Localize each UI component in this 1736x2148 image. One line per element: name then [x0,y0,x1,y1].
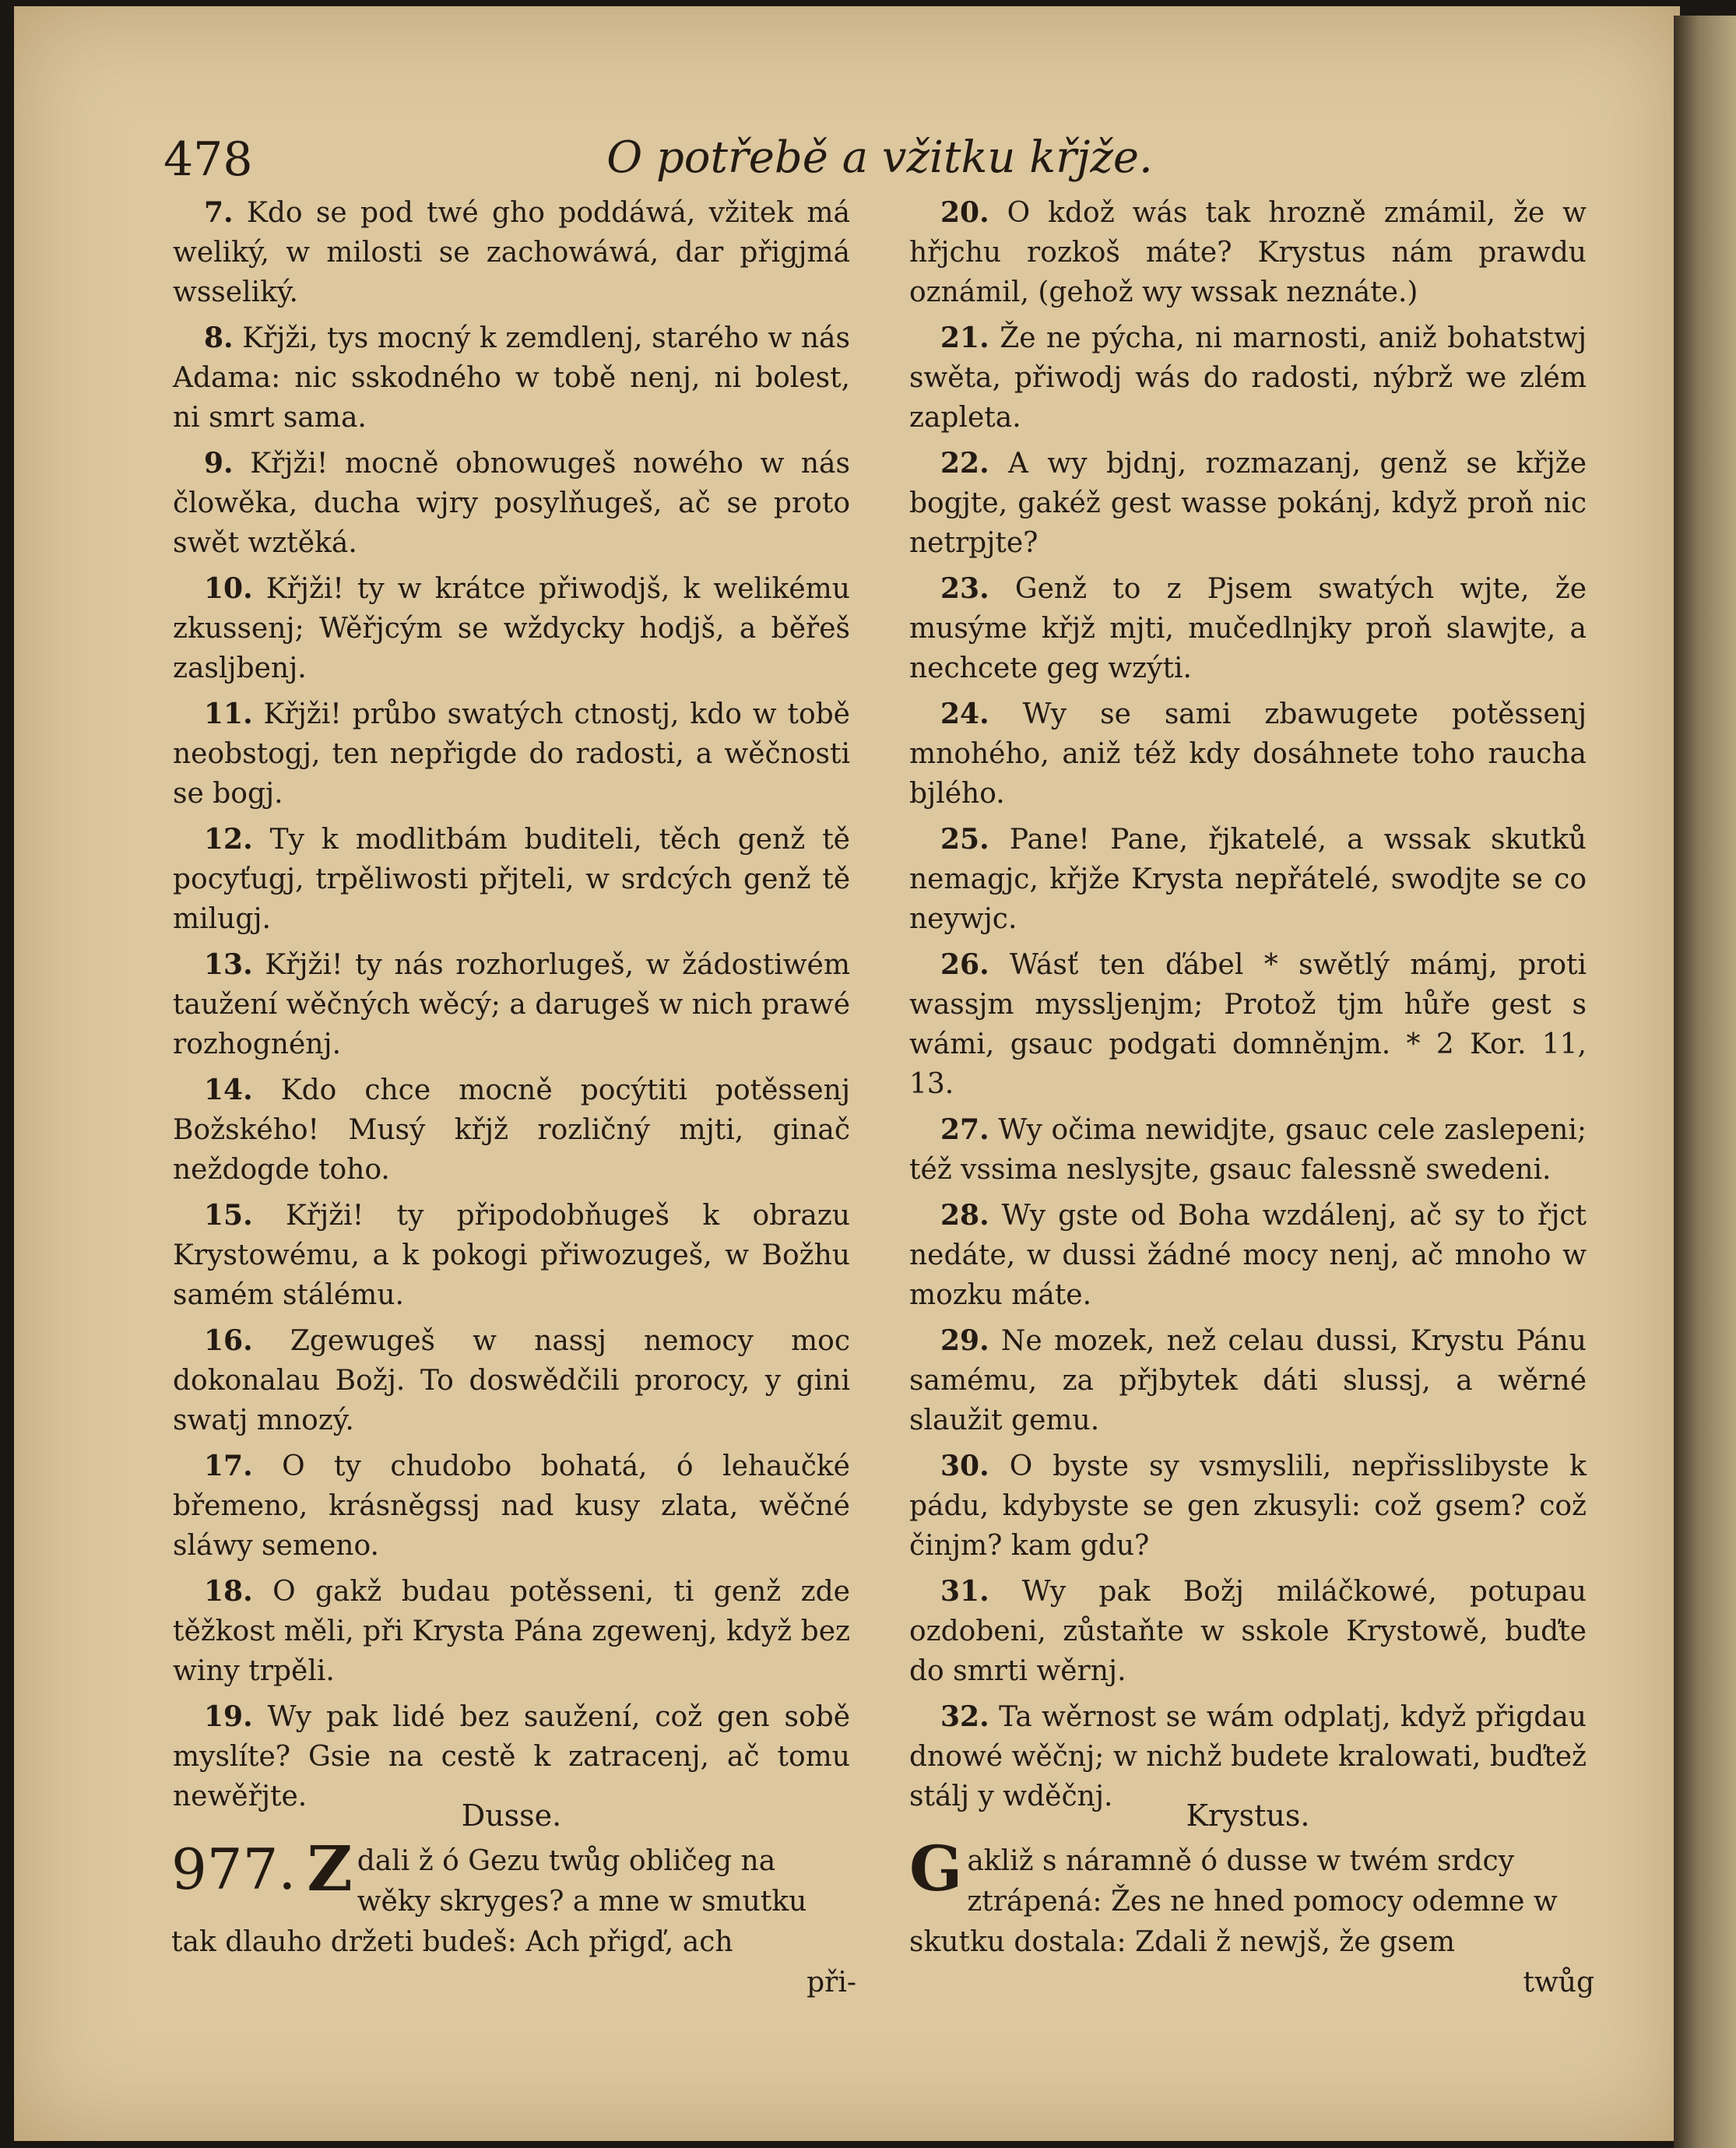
verse-number: 21. [940,322,989,354]
verse-number: 26. [940,948,989,981]
hymn-number: 977. [171,1837,297,1902]
verse [909,945,1587,1104]
verse-text: Wy očima newidjte, gsauc cele zaslepeni; též vssima neslysjte, gsauc falessně swedeni. [909,1114,1587,1186]
hymn-left-text: dali ž ó Gezu twůg obličeg na wěky skryges? a mne w smutku tak dlauho držeti budeš: Ach přigď, ach [171,1845,807,1958]
verse-number: 25. [940,823,989,856]
verse [173,694,850,814]
dropcap-right: G [909,1832,963,1905]
verse [173,193,850,312]
verse-number: 15. [204,1199,253,1232]
verse-number: 19. [204,1700,253,1733]
verse [909,1572,1587,1691]
verse-text: Genž to z Pjsem swatých wjte, že musýme křjž mjti, mučedlnjky proň slawjte, a nechcete geg wzýti. [909,573,1587,684]
verse-number: 9. [204,447,234,480]
verse [909,1321,1587,1440]
verse-number: 22. [940,447,989,480]
verse-number: 8. [204,322,234,354]
page-edge [1674,16,1736,2148]
catchword-right: twůg [1523,1967,1594,1999]
page-number: 478 [163,132,253,187]
verse-text: Ta wěrnost se wám odplatj, když přigdau dnowé wěčnj; w nichž budete kralowati, buďtež stálj y wděčnj. [909,1701,1587,1812]
verse [173,1447,850,1566]
running-title: O potřebě a vžitku křjže. [606,132,1153,183]
verse [909,318,1587,438]
verse-text: Že ne pýcha, ni marnosti, aniž bohatstwj swěta, přiwodj wás do radosti, nýbrž we zlém zapleta. [909,322,1587,434]
verse [909,1110,1587,1190]
verse [173,318,850,438]
verse-number: 29. [940,1324,989,1357]
verse-text: A wy bjdnj, rozmazanj, genž se křjže bogjte, gakéž gest wasse pokánj, když proň nic netrpjte? [909,448,1587,559]
verse-text: Křjži! průbo swatých ctnostj, kdo w tobě neobstogj, ten nepřigde do radosti, a wěčnosti se bogj. [173,698,850,810]
right-column [909,193,1587,1823]
verse-text: Kdo se pod twé gho poddáwá, vžitek má weliký, w milosti se zachowáwá, dar přigjmá wsseliký. [173,197,850,308]
verse-text: O ty chudobo bohatá, ó lehaučké břemeno, krásněgssj nad kusy zlata, wěčné sláwy semeno. [173,1450,850,1562]
verse [909,444,1587,563]
verse-text: O byste sy vsmyslili, nepřisslibyste k pádu, kdybyste se gen zkusyli: což gsem? což činjm? kam gdu? [909,1450,1587,1562]
verse-number: 28. [940,1199,989,1232]
verse-number: 17. [204,1450,253,1482]
verse-text: Křjži! ty nás rozhorlugeš, w žádostiwém taužení wěčných wěcý; a darugeš w nich prawé rozhognénj. [173,949,850,1060]
verse [909,193,1587,312]
verse [173,1070,850,1190]
verse-number: 18. [204,1575,253,1608]
verse-text: Pane! Pane, řjkatelé, a wssak skutků nemagjc, křjže Krysta nepřátelé, swodjte se co neywjc. [909,824,1587,935]
verse-number: 11. [204,698,253,730]
verse-text: O kdož wás tak hrozně zmámil, že w hřjchu rozkoš máte? Krystus nám prawdu oznámil, (gehož wy wssak neznáte.) [909,197,1587,308]
verse-number: 24. [940,698,989,730]
verse-number: 14. [204,1074,253,1106]
verse [909,569,1587,688]
section-title-dusse: Dusse. [461,1798,562,1833]
verse-text: Ne mozek, než celau dussi, Krystu Pánu samému, za přjbytek dáti slussj, a wěrné slaužit gemu. [909,1325,1587,1436]
verse-text: Wy gste od Boha wzdálenj, ač sy to řjct nedáte, w dussi žádné mocy nenj, ač mnoho w mozku máte. [909,1200,1587,1311]
verse-text: O gakž budau potěsseni, ti genž zde těžkost měli, při Krysta Pána zgewenj, když bez winy trpěli. [173,1576,850,1687]
hymn-right-text: akliž s náramně ó dusse w twém srdcy ztrápená: Žes ne hned pomocy odemne w skutku dostala: Zdali ž newjš, že gsem [909,1845,1558,1958]
verse-number: 32. [940,1700,989,1733]
verse [173,1196,850,1315]
verse-text: Wásť ten ďábel * swětlý mámj, proti wassjm myssljenjm; Protož tjm hůře gest s wámi, gsauc podgati domněnjm. * 2 Kor. 11, 13. [909,949,1587,1100]
left-column [173,193,850,1823]
verse-text: Wy pak lidé bez saužení, což gen sobě myslíte? Gsie na cestě k zatracenj, ač tomu newěřjte. [173,1701,850,1812]
verse [173,569,850,688]
verse [173,1321,850,1440]
verse-text: Ty k modlitbám buditeli, těch genž tě pocyťugj, trpěliwosti přjteli, w srdcých genž tě milugj. [173,824,850,935]
verse-number: 30. [940,1450,989,1482]
hymn-right [909,1832,1594,2003]
verse [173,820,850,939]
verse-text: Kdo chce mocně pocýtiti potěssenj Božského! Musý křjž rozličný mjti, ginač neždogde toho. [173,1074,850,1186]
verse-number: 12. [204,823,253,856]
verse-text: Křjži! ty w krátce přiwodjš, k welikému zkussenj; Wěřjcým se wždycky hodjš, a běřeš zasljbenj. [173,573,850,684]
verse [173,444,850,563]
verse-number: 23. [940,572,989,605]
verse-text: Křjži! mocně obnowugeš nowého w nás člowěka, ducha wjry posylňugeš, ač se proto swět wztěká. [173,448,850,559]
verse [909,1447,1587,1566]
catchword-left: při- [807,1967,856,1999]
verse-number: 16. [204,1324,253,1357]
verse-number: 20. [940,196,989,229]
verse [909,1196,1587,1315]
page-header [156,132,1604,195]
hymn-left [171,1832,856,2003]
verse-text: Wy se sami zbawugete potěssenj mnohého, aniž též kdy dosáhnete toho raucha bjlého. [909,698,1587,810]
verse-number: 27. [940,1113,989,1146]
section-title-krystus: Krystus. [1186,1798,1310,1833]
verse-text: Křjži! ty připodobňugeš k obrazu Krystowému, a k pokogi přiwozugeš, w Božhu samém stálému. [173,1200,850,1311]
verse [173,945,850,1064]
verse-number: 10. [204,572,253,605]
verse [909,820,1587,939]
verse-number: 31. [940,1575,989,1608]
verse [909,694,1587,814]
verse-number: 7. [204,196,234,229]
dropcap-left: Z [307,1832,353,1905]
verse [173,1572,850,1691]
verse-text: Zgewugeš w nassj nemocy moc dokonalau Božj. To doswědčili prorocy, y gini swatj mnozý. [173,1325,850,1436]
verse-text: Wy pak Božj miláčkowé, potupau ozdobeni, zůstaňte w sskole Krystowě, buďte do smrti wěrnj. [909,1576,1587,1687]
verse-text: Křjži, tys mocný k zemdlenj, starého w nás Adama: nic sskodného w tobě nenj, ni bolest, ni smrt sama. [173,322,850,434]
verse-number: 13. [204,948,253,981]
